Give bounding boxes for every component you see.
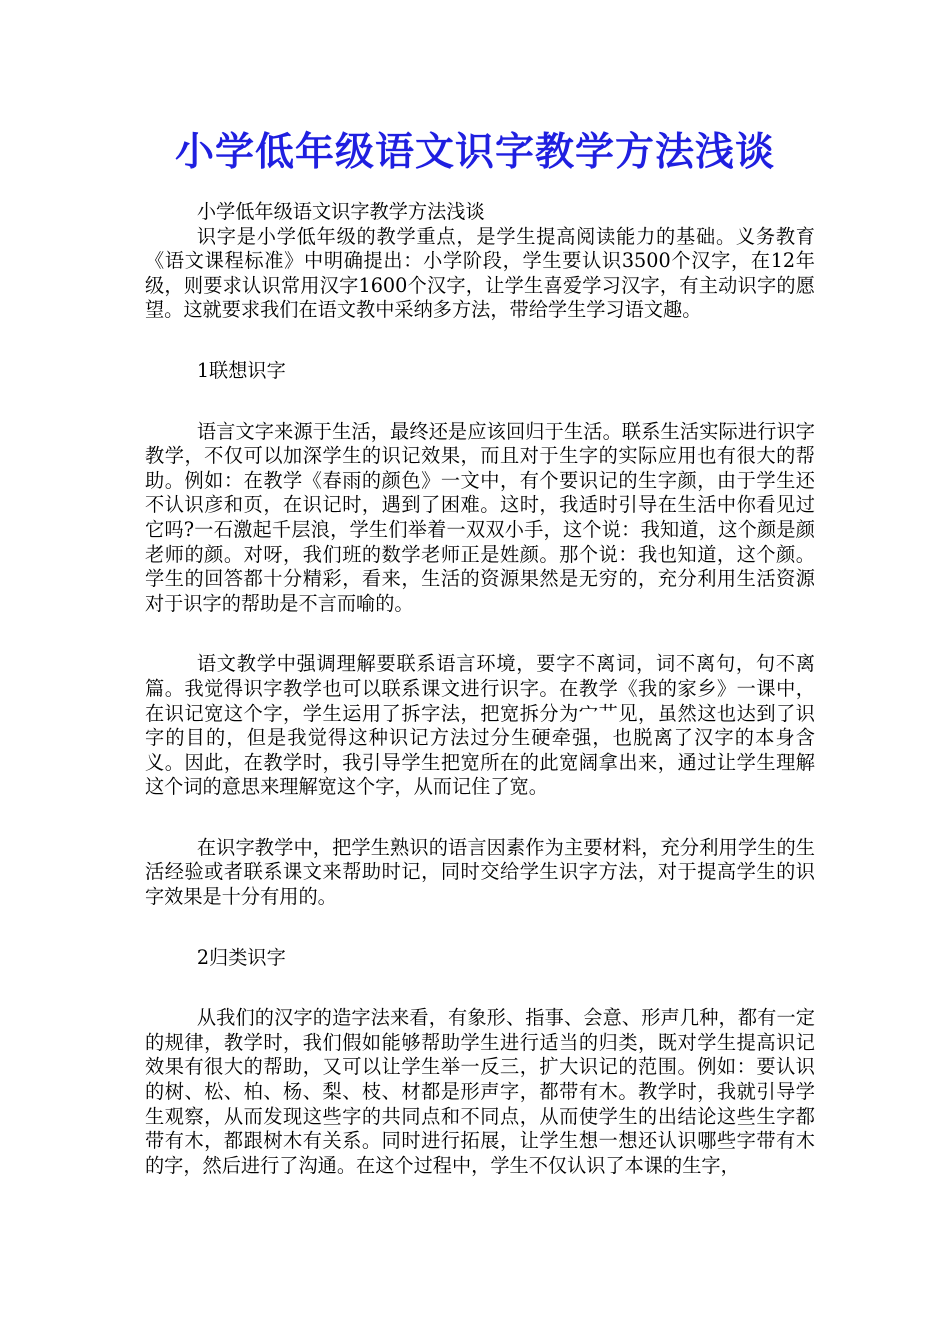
section-heading-2: 2归类识字 [196, 945, 286, 969]
paragraph-body: 语文教学中强调理解要联系语言环境，要字不离词，词不离句，句不离篇。我觉得识字教学也可以联系课文进行识字。在教学《我的家乡》一课中，在识记宽这个字，学生运用了拆字法，把宽拆分为宀艹见，虽然这也达到了识字的目的，但是我觉得这种识记方法过分生硬牵强，也脱离了汉字的本身含义。因此，在教学时，我引导学生把宽所在的此宽阔拿出来，通过让学生理解这个词的意思来理解宽这个字，从而记住了宽。 [145, 652, 815, 799]
paragraph-subtitle: 小学低年级语文识字教学方法浅谈 [196, 200, 485, 223]
paragraph-body: 语言文字来源于生活，最终还是应该回归于生活。联系生活实际进行识字教学，不仅可以加深学生的识记效果，而且对于生字的实际应用也有很大的帮助。例如：在教学《春雨的颜色》一文中，有个要识记的生字颜，由于学生还不认识彦和页，在识记时，遇到了困难。这时，我适时引导在生活中你看见过它吗?一石激起千层浪，学生们举着一双双小手，这个说：我知道，这个颜是颜老师的颜。对呀，我们班的数学老师正是姓颜。那个说：我也知道，这个颜。学生的回答都十分精彩，看来，生活的资源果然是无穷的，充分利用生活资源对于识字的帮助是不言而喻的。 [145, 419, 815, 615]
document-title: 小学低年级语文识字教学方法浅谈 [174, 129, 775, 175]
document-body [145, 200, 815, 1178]
paragraph-intro: 识字是小学低年级的教学重点，是学生提高阅读能力的基础。义务教育《语文课程标准》中明确提出：小学阶段，学生要认识3500个汉字，在12年级，则要求认识常用汉字1600个汉字，让学生喜爱学习汉字，有主动识字的愿望。这就要求我们在语文教中采纳多方法，带给学生学习语文趣。 [145, 224, 815, 322]
paragraph-body: 在识字教学中，把学生熟识的语言因素作为主要材料，充分利用学生的生活经验或者联系课文来帮助时记，同时交给学生识字方法，对于提高学生的识字效果是十分有用的。 [145, 835, 815, 909]
paragraph-body: 从我们的汉字的造字法来看，有象形、指事、会意、形声几种，都有一定的规律，教学时，我们假如能够帮助学生进行适当的归类，既对学生提高识记效果有很大的帮助，又可以让学生举一反三，扩大识记的范围。例如：要认识的树、松、柏、杨、梨、枝、材都是形声字，都带有木。教学时，我就引导学生观察，从而发现这些字的共同点和不同点，从而使学生的出结论这些生字都带有木，都跟树木有关系。同时进行拓展，让学生想一想还认识哪些字带有木的字，然后进行了沟通。在这个过程中，学生不仅认识了本课的生字， [145, 1006, 815, 1177]
section-heading-1: 1联想识字 [196, 358, 286, 382]
